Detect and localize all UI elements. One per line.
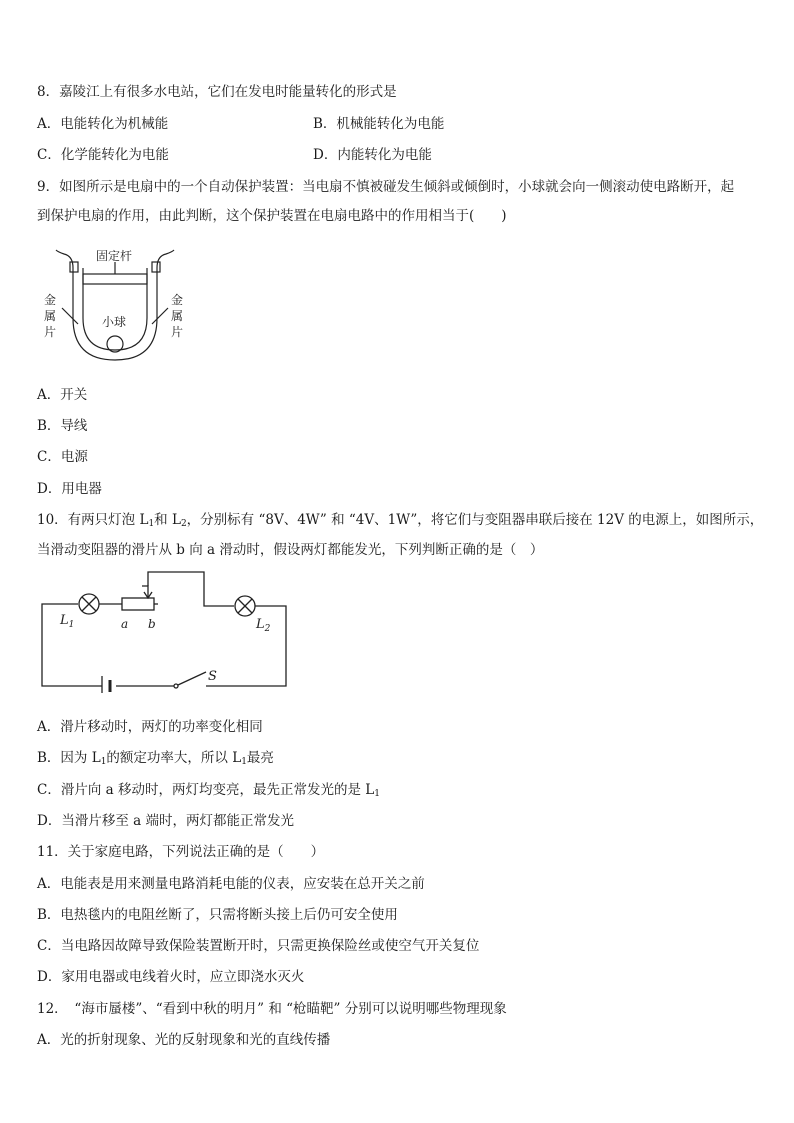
q9-label-right-metal-1: 金 — [171, 293, 184, 307]
q8-stem: 8．嘉陵江上有很多水电站，它们在发电时能量转化的形式是 — [37, 84, 397, 100]
q11-option-c: C．当电路因故障导致保险装置断开时，只需更换保险丝或使空气开关复位 — [37, 938, 480, 954]
q9-label-ball: 小球 — [102, 315, 127, 329]
q9-option-c: C．电源 — [37, 449, 88, 465]
q8-option-a: A．电能转化为机械能 — [37, 116, 169, 132]
q10-label-switch: S — [208, 669, 217, 684]
q9-label-rod: 固定杆 — [96, 249, 133, 263]
q10-label-a: a — [121, 617, 129, 631]
q9-protection-device-figure — [40, 240, 200, 375]
q10-stem-line1: 10．有两只灯泡 $L_1$和 $L_2$，分别标有 “8V、4W” 和 “4V、1W”，将它们与变阻器串联后接在 12V 的电源上，如图所示， — [37, 512, 764, 529]
q10-option-d: D．当滑片移至 a 端时，两灯都能正常发光 — [37, 813, 294, 829]
q10-option-a: A．滑片移动时，两灯的功率变化相同 — [37, 719, 263, 735]
q10-circuit-figure — [38, 568, 290, 693]
q9-label-left-metal-2: 属 — [44, 309, 57, 323]
q11-option-a: A．电能表是用来测量电路消耗电能的仪表，应安装在总开关之前 — [37, 876, 425, 892]
q12-stem: 12． “海市蜃楼”、“看到中秋的明月” 和 “枪瞄靶” 分别可以说明哪些物理现象 — [37, 1001, 507, 1017]
q9-label-left-metal-3: 片 — [44, 325, 57, 339]
q10-label-l1: $L_1$ — [60, 613, 75, 630]
q10-stem-line2: 当滑动变阻器的滑片从 b 向 a 滑动时，假设两灯都能发光，下列判断正确的是（ ） — [37, 542, 544, 558]
q9-option-a: A．开关 — [37, 387, 88, 403]
q9-label-right-metal-3: 片 — [171, 325, 184, 339]
q8-option-c: C．化学能转化为电能 — [37, 147, 169, 163]
q9-label-left-metal-1: 金 — [44, 293, 57, 307]
q10-label-b: b — [148, 617, 156, 631]
q9-stem-line2: 到保护电扇的作用，由此判断，这个保护装置在电扇电路中的作用相当于( ) — [37, 208, 507, 224]
q10-label-l2: $L_2$ — [256, 617, 271, 634]
q9-option-b: B．导线 — [37, 418, 88, 434]
q9-option-d: D．用电器 — [37, 481, 102, 497]
q9-stem-line1: 9．如图所示是电扇中的一个自动保护装置：当电扇不慎被碰发生倾斜或倾倒时，小球就会向一侧滚动使电路断开，起 — [37, 179, 735, 195]
q10-option-b: B．因为 $L_1$的额定功率大，所以 $L_1$最亮 — [37, 750, 274, 767]
q11-stem: 11．关于家庭电路，下列说法正确的是（ ） — [37, 844, 325, 860]
q8-option-b: B．机械能转化为电能 — [313, 116, 445, 132]
q8-option-d: D．内能转化为电能 — [313, 147, 432, 163]
q11-option-b: B．电热毯内的电阻丝断了，只需将断头接上后仍可安全使用 — [37, 907, 398, 923]
q9-label-right-metal-2: 属 — [171, 309, 184, 323]
q12-option-a: A．光的折射现象、光的反射现象和光的直线传播 — [37, 1032, 331, 1048]
q11-option-d: D．家用电器或电线着火时，应立即浇水灭火 — [37, 969, 305, 985]
q10-option-c: C．滑片向 a 移动时，两灯均变亮，最先正常发光的是 $L_1$ — [37, 782, 380, 799]
